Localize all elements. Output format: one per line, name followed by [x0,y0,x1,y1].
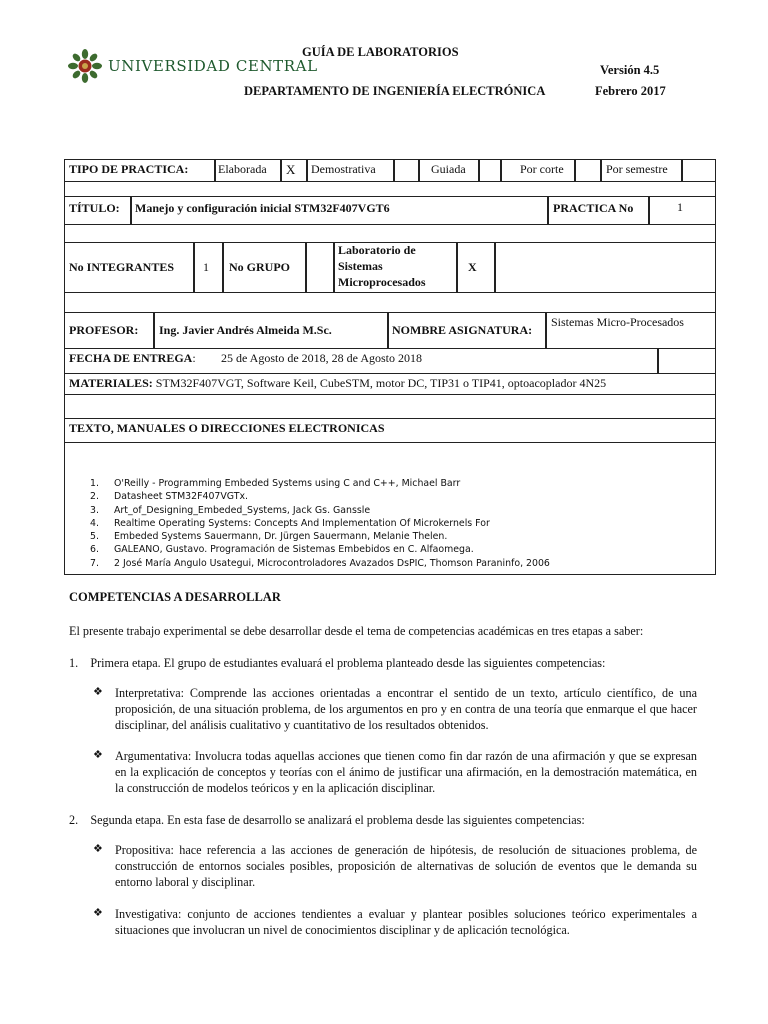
option-demostrativa: Demostrativa [311,162,376,176]
logo-text: UNIVERSIDAD CENTRAL [108,57,318,75]
stage-1-number: 1. [69,656,79,670]
university-logo [68,44,318,88]
list-item: 7. 2 José María Angulo Usategui, Microcontroladores Avazados DsPIC, Thomson Paraninfo, 2006 [90,557,550,569]
section-heading: COMPETENCIAS A DESARROLLAR [69,590,281,604]
list-item: 3. Art_of_Designing_Embeded_Systems, Jack Gs. Ganssle [90,504,371,516]
delivery-date-label: FECHA DE ENTREGA: [69,351,196,365]
version-label: Versión 4.5 [600,63,660,77]
bullet-icon: ❖ [93,907,103,919]
elaborada-mark: X [286,162,296,177]
texts-label: TEXTO, MANUALES O DIRECCIONES ELECTRONICAS [69,421,385,435]
interpretativa-paragraph: Interpretativa: Comprende las acciones orientadas a encontrar el sentido de un texto, artículo científico, de una proposición, de una situación problema, de los argumentos en pro y en contra de una teoría que enmarque el que hacer disciplinar, del análisis cualitativo y cuantitativo de los resultados obtenidos. [115,686,697,732]
practice-type-label: TIPO DE PRACTICA: [69,162,189,176]
stage-1 [69,655,605,671]
delivery-date-value: 25 de Agosto de 2018, 28 de Agosto 2018 [221,351,422,365]
reference-list [90,477,550,570]
title-value: Manejo y configuración inicial STM32F407VGT6 [135,201,390,215]
argumentativa-paragraph: Argumentativa: Involucra todas aquellas acciones que tienen como fin dar razón de una afirmación y que se expresan en la explicación de conceptos y teorías con el ánimo de justificar una afirmación, en la demostración matemática, en la construcción de modelos teóricos y en la aplicación disciplinar. [115,749,697,795]
option-por-semestre: Por semestre [606,162,668,176]
lab-mark: X [468,260,477,274]
subject-value: Sistemas Micro-Procesados [551,315,684,329]
bullet-icon: ❖ [93,686,103,698]
investigativa-paragraph: Investigativa: conjunto de acciones tendientes a evaluar y plantear posibles soluciones teórico experimentales a situaciones que involucran un nivel de conocimientos disciplinar y de aplicación tecnológica. [115,907,697,937]
group-label: No GRUPO [229,260,290,274]
stage-1-text: Primera etapa. El grupo de estudiantes evaluará el problema planteado desde las siguientes competencias: [90,656,606,670]
stage-2-text: Segunda etapa. En esta fase de desarrollo se analizará el problema desde las siguientes competencias: [90,813,585,827]
practice-number-value: 1 [677,200,683,214]
option-guiada: Guiada [431,162,466,176]
list-item: 2. Datasheet STM32F407VGTx. [90,491,248,503]
guide-title: GUÍA DE LABORATORIOS [302,45,459,59]
stage-2-number: 2. [69,813,79,827]
list-item: 6. GALEANO, Gustavo. Programación de Sistemas Embebidos en C. Alfaomega. [90,544,474,556]
department-title: DEPARTAMENTO DE INGENIERÍA ELECTRÓNICA [244,84,546,98]
lab-line-2: Sistemas [338,259,383,273]
bullet-icon: ❖ [93,843,103,855]
materials-line: MATERIALES: STM32F407VGT, Software Keil, CubeSTM, motor DC, TIP31 o TIP41, optoacoplador 4N25 [69,376,607,390]
list-item: 4. Realtime Operating Systems: Concepts And Implementation Of Microkernels For [90,517,490,529]
stage-2 [69,812,585,828]
propositiva-paragraph: Propositiva: hace referencia a las acciones de generación de hipótesis, de resolución de situaciones problema, de construcción de entornos sociales posibles, proposición de alternativas de solución de eventos que le demanda su entorno laboral y disciplinar. [115,843,697,889]
professor-value: Ing. Javier Andrés Almeida M.Sc. [159,323,332,337]
university-crest-icon [68,49,102,83]
members-label: No INTEGRANTES [69,260,175,274]
list-item: 5. Embeded Systems Sauermann, Dr. Jürgen Sauermann, Melanie Thelen. [90,531,448,543]
option-por-corte: Por corte [520,162,564,176]
list-item: 1. O'Reilly - Programming Embeded Systems using C and C++, Michael Barr [90,478,461,489]
title-label: TÍTULO: [69,201,120,215]
professor-label: PROFESOR: [69,323,139,337]
option-elaborada: Elaborada [218,162,267,176]
bullet-icon: ❖ [93,749,103,761]
members-value: 1 [203,260,209,274]
lab-line-1: Laboratorio de [338,243,416,257]
practice-number-label: PRACTICA No [553,201,634,215]
intro-paragraph: El presente trabajo experimental se debe desarrollar desde el tema de competencias académicas en tres etapas a saber: [69,624,644,638]
date-label: Febrero 2017 [595,84,666,98]
subject-label: NOMBRE ASIGNATURA: [392,323,533,337]
lab-line-3: Microprocesados [338,275,426,289]
